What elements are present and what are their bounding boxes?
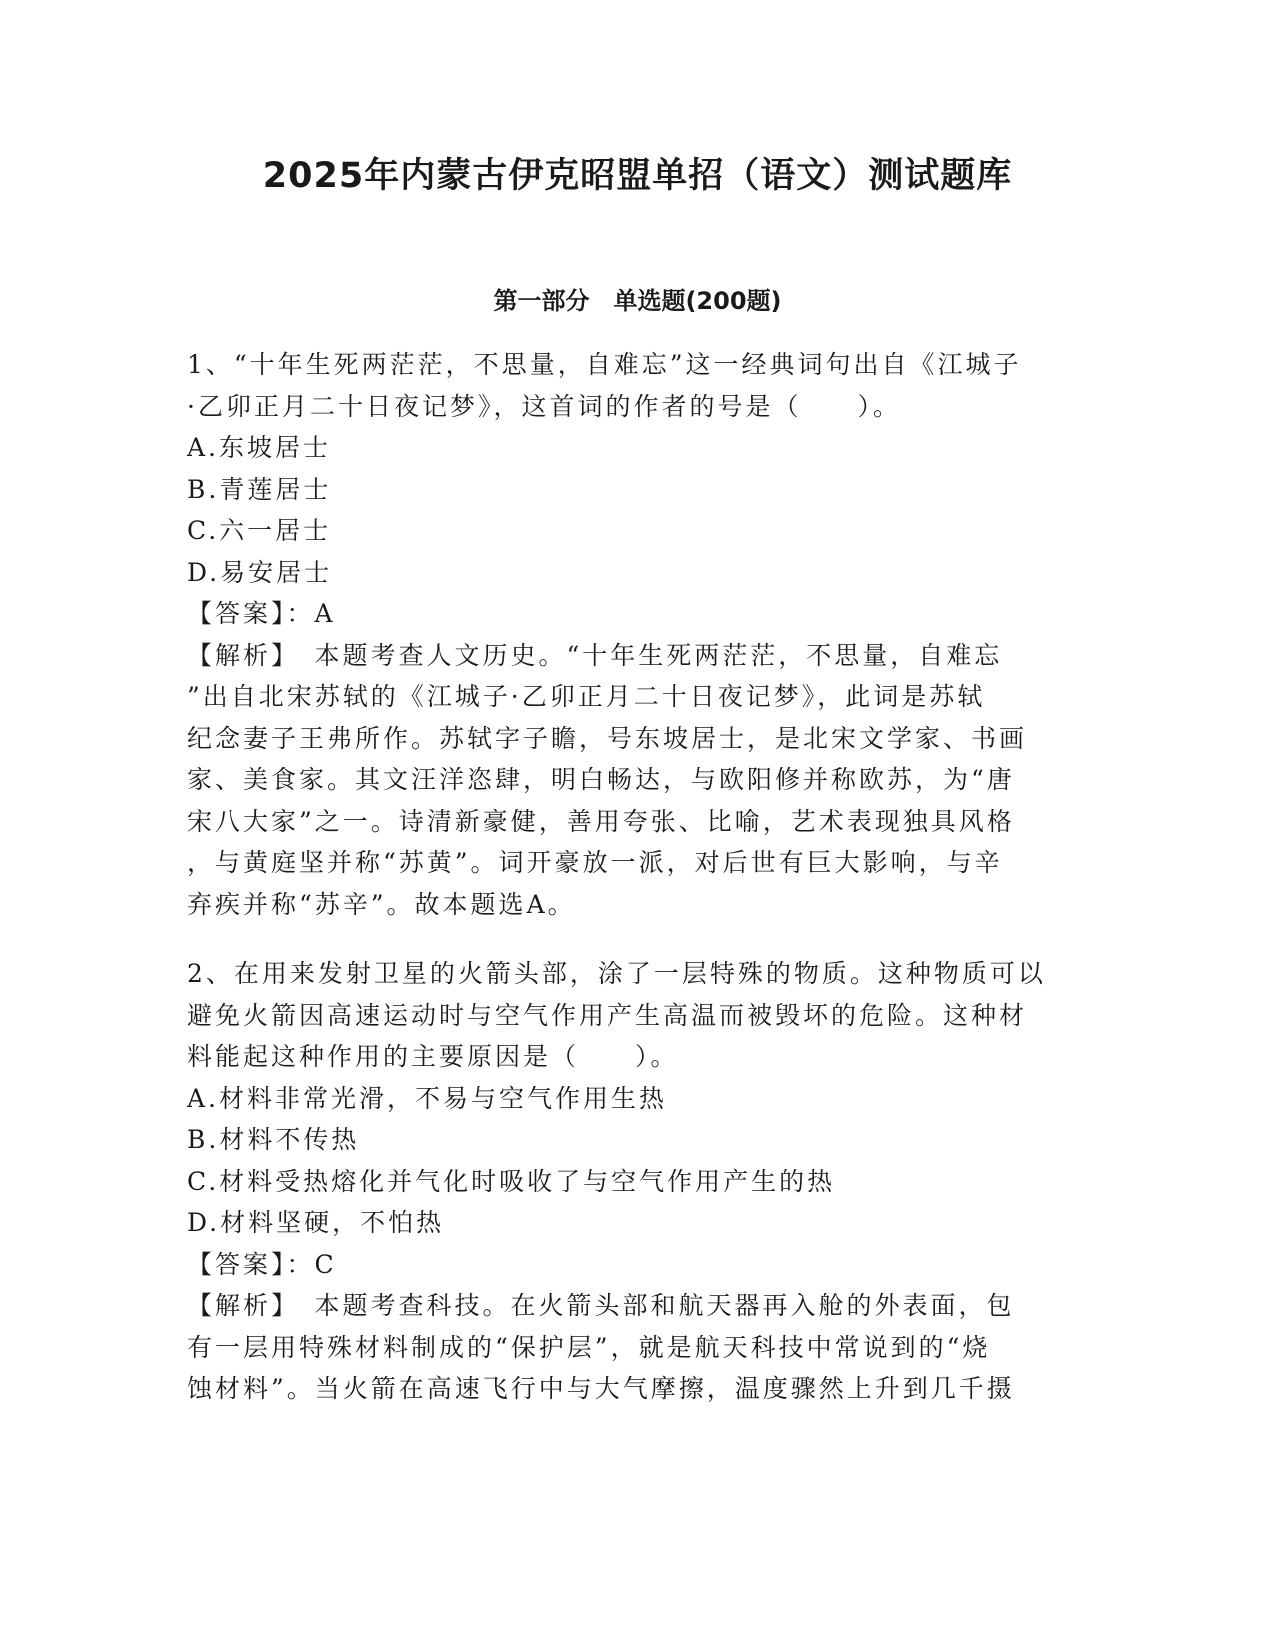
question-2-option-c: C.材料受热熔化并气化时吸收了与空气作用产生的热 bbox=[187, 1166, 836, 1196]
question-2-stem-line: 料能起这种作用的主要原因是（ ）。 bbox=[187, 1042, 679, 1071]
document-title: 2025年内蒙古伊克昭盟单招（语文）测试题库 bbox=[262, 156, 1013, 196]
question-2-stem-line: 避免火箭因高速运动时与空气作用产生高温而被毁坏的危险。这种材 bbox=[187, 1000, 1028, 1030]
question-1-option-c: C.六一居士 bbox=[187, 516, 332, 545]
question-1-analysis-line: 弃疾并称“苏辛”。故本题选A。 bbox=[187, 889, 576, 919]
question-2-analysis-line: 有一层用特殊材料制成的“保护层”，就是航天科技中常说到的“烧 bbox=[187, 1332, 991, 1362]
question-1-stem-line: 1、“十年生死两茫茫，不思量，自难忘”这一经典词句出自《江城子 bbox=[187, 350, 1022, 379]
question-1-option-a: A.东坡居士 bbox=[187, 433, 332, 462]
question-2-stem-line: 2、在用来发射卫星的火箭头部，涂了一层特殊的物质。这种物质可以 bbox=[187, 959, 1046, 988]
question-2-analysis-line: 【解析】 本题考查科技。在火箭头部和航天器再入舱的外表面，包 bbox=[187, 1291, 1015, 1320]
question-2-analysis-line: 蚀材料”。当火箭在高速飞行中与大气摩擦，温度骤然上升到几千摄 bbox=[187, 1374, 1015, 1403]
question-2-option-d: D.材料坚硬，不怕热 bbox=[187, 1208, 445, 1237]
question-1-analysis-line: 宋八大家”之一。诗清新豪健，善用夸张、比喻，艺术表现独具风格 bbox=[187, 806, 1015, 836]
question-2-answer: 【答案】：C bbox=[187, 1249, 337, 1279]
question-1-answer: 【答案】：A bbox=[187, 599, 336, 628]
question-1-analysis-line: ”出自北宋苏轼的《江城子·乙卯正月二十日夜记梦》，此词是苏轼 bbox=[187, 682, 986, 711]
section-title: 第一部分 单选题(200题) bbox=[493, 287, 782, 315]
question-1-analysis-line: 家、美食家。其文汪洋恣肆，明白畅达，与欧阳修并称欧苏，为“唐 bbox=[187, 765, 1015, 794]
question-1-analysis-line: ，与黄庭坚并称“苏黄”。词开豪放一派，对后世有巨大影响，与辛 bbox=[187, 848, 1003, 877]
question-1-option-d: D.易安居士 bbox=[187, 557, 333, 587]
question-1-option-b: B.青莲居士 bbox=[187, 474, 332, 504]
question-1-stem-line: ·乙卯正月二十日夜记梦》，这首词的作者的号是（ ）。 bbox=[187, 391, 901, 421]
question-list bbox=[187, 344, 1087, 1438]
question-2 bbox=[187, 953, 1087, 1410]
question-2-option-b: B.材料不传热 bbox=[187, 1125, 360, 1154]
question-1-analysis-line: 【解析】 本题考查人文历史。“十年生死两茫茫，不思量，自难忘 bbox=[187, 640, 1003, 670]
question-1-analysis-line: 纪念妻子王弗所作。苏轼字子瞻，号东坡居士，是北宋文学家、书画 bbox=[187, 723, 1028, 753]
question-1 bbox=[187, 344, 1087, 925]
question-2-option-a: A.材料非常光滑，不易与空气作用生热 bbox=[187, 1083, 668, 1113]
